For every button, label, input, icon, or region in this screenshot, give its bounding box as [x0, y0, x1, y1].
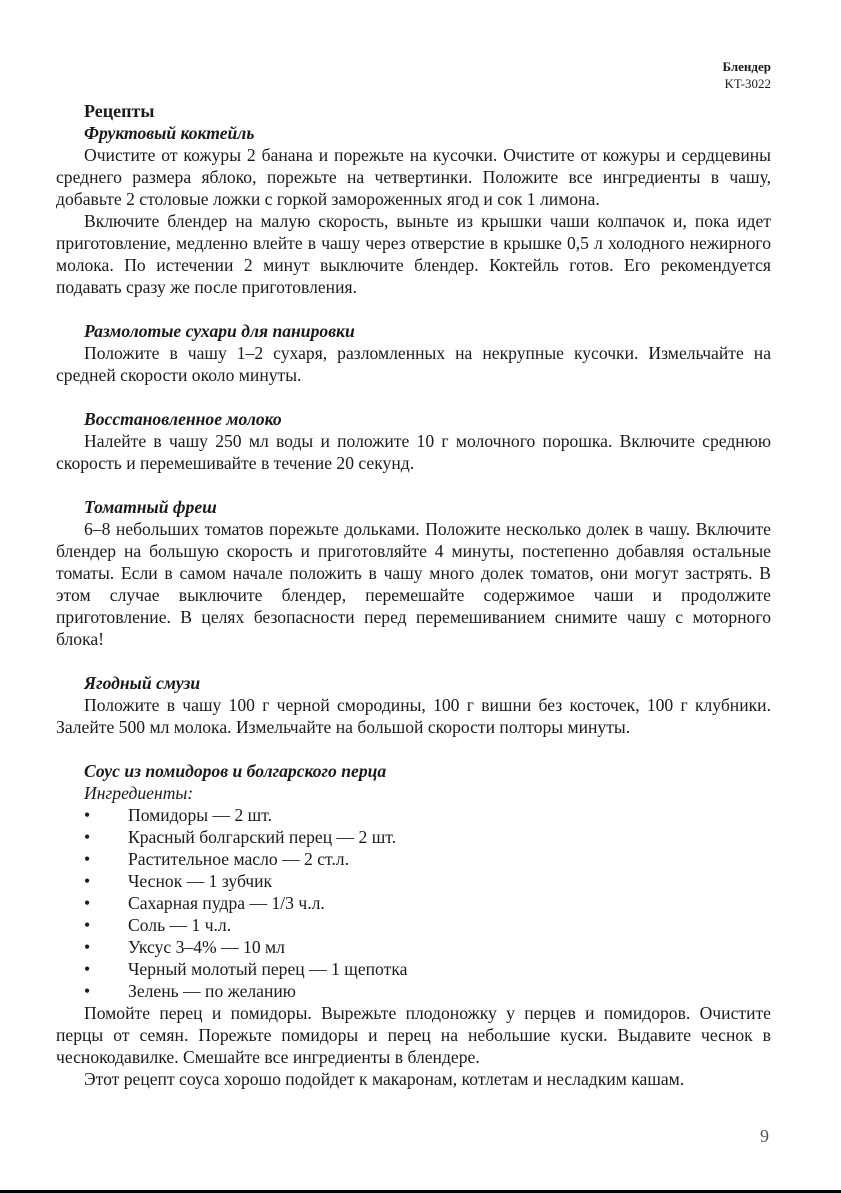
ingredient-item: [56, 936, 771, 958]
recipe-paragraph: Этот рецепт соуса хорошо подойдет к макаронам, котлетам и несладким кашам.: [84, 1069, 685, 1089]
section-title: Рецепты: [84, 101, 155, 121]
recipe-paragraph: Включите блендер на малую скорость, выньте из крышки чаши колпачок и, пока идет приготовление, медленно влейте в чашу через отверстие в крышке 0,5 л холодного нежирного молока. По истечении 2 минут выключите блендер. Коктейль готов. Его рекомендуется подавать сразу же после приготовления.: [56, 211, 771, 297]
ingredient-text: Красный болгарский перец — 2 шт.: [128, 827, 397, 847]
recipe-paragraph: Налейте в чашу 250 мл воды и положите 10 г молочного порошка. Включите среднюю скорость и перемешивайте в течение 20 секунд.: [56, 431, 771, 473]
page-content: [56, 100, 771, 1090]
bullet: •: [84, 937, 91, 957]
ingredient-text: Помидоры — 2 шт.: [128, 805, 272, 825]
ingredient-item: [56, 870, 771, 892]
bullet: •: [84, 871, 91, 891]
bullet: •: [84, 827, 91, 847]
recipe-paragraph: Положите в чашу 100 г черной смородины, 100 г вишни без косточек, 100 г клубники. Залейте 500 мл молока. Измельчайте на большой скорости полторы минуты.: [56, 695, 771, 737]
header-brand: Блендер: [722, 59, 771, 74]
bullet: •: [84, 959, 91, 979]
recipe-tomato-pepper-sauce: [56, 760, 771, 1090]
bullet: •: [84, 805, 91, 825]
recipe-fruit-cocktail: [56, 122, 771, 298]
recipe-berry-smoothie: [56, 672, 771, 738]
recipe-paragraph: Очистите от кожуры 2 банана и порежьте на кусочки. Очистите от кожуры и сердцевины среднего размера яблоко, порежьте на четвертинки. Положите все ингредиенты в чашу, добавьте 2 столовые ложки с горкой замороженных ягод и сок 1 лимона.: [56, 145, 771, 209]
ingredient-item: [56, 848, 771, 870]
recipe-title: Ягодный смузи: [84, 673, 201, 693]
header-model: KT-3022: [724, 76, 771, 91]
recipe-tomato-fresh: [56, 496, 771, 650]
ingredient-text: Соль — 1 ч.л.: [128, 915, 232, 935]
recipe-paragraph: Помойте перец и помидоры. Вырежьте плодоножку у перцев и помидоров. Очистите перцы от семян. Порежьте помидоры и перец на небольшие куски. Выдавите чеснок в чеснокодавилке. Смешайте все ингредиенты в блендере.: [56, 1003, 771, 1067]
recipe-paragraph: 6–8 небольших томатов порежьте дольками. Положите несколько долек в чашу. Включите блендер на большую скорость и приготовляйте 4 минуты, постепенно добавляя остальные томаты. Если в самом начале положить в чашу много долек томатов, они могут застрять. В этом случае выключите блендер, перемешайте содержимое чаши и продолжите приготовление. В целях безопасности перед перемешиванием снимите чашу с моторного блока!: [56, 519, 771, 649]
recipe-paragraph: Положите в чашу 1–2 сухаря, разломленных на некрупные кусочки. Измельчайте на средней скорости около минуты.: [56, 343, 771, 385]
bullet: •: [84, 915, 91, 935]
bullet: •: [84, 849, 91, 869]
ingredient-text: Растительное масло — 2 ст.л.: [128, 849, 349, 869]
ingredients-list: [56, 804, 771, 1002]
recipe-title: Фруктовый коктейль: [84, 123, 255, 143]
recipe-title: Размолотые сухари для панировки: [84, 321, 355, 341]
ingredient-item: [56, 914, 771, 936]
ingredient-item: [56, 826, 771, 848]
ingredients-label: Ингредиенты:: [84, 783, 194, 803]
running-header: [722, 58, 771, 92]
bullet: •: [84, 893, 91, 913]
recipe-reconstituted-milk: [56, 408, 771, 474]
ingredient-text: Уксус 3–4% — 10 мл: [128, 937, 285, 957]
bullet: •: [84, 981, 91, 1001]
ingredient-item: [56, 980, 771, 1002]
ingredient-item: [56, 804, 771, 826]
recipe-title: Восстановленное молоко: [84, 409, 282, 429]
recipe-title: Соус из помидоров и болгарского перца: [84, 761, 387, 781]
ingredient-text: Чеснок — 1 зубчик: [128, 871, 273, 891]
ingredient-item: [56, 892, 771, 914]
ingredient-text: Зелень — по желанию: [128, 981, 296, 1001]
page-number: 9: [760, 1126, 769, 1146]
recipe-breadcrumbs: [56, 320, 771, 386]
ingredient-item: [56, 958, 771, 980]
ingredient-text: Черный молотый перец — 1 щепотка: [128, 959, 408, 979]
ingredient-text: Сахарная пудра — 1/3 ч.л.: [128, 893, 325, 913]
recipe-title: Томатный фреш: [84, 497, 217, 517]
